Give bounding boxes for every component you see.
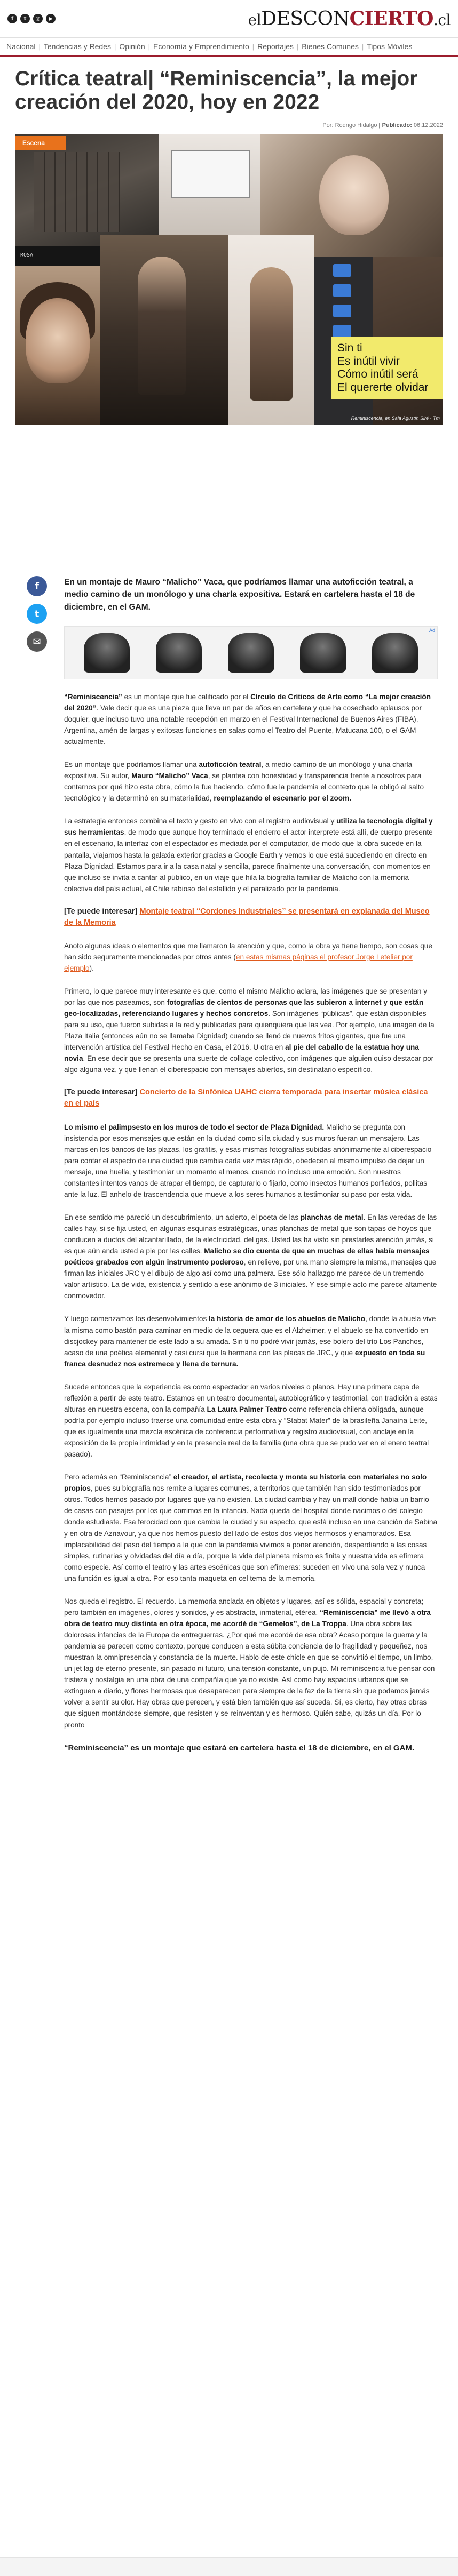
byline-prefix: Por: <box>322 122 334 129</box>
related-article-link[interactable]: Montaje teatral “Cordones Industriales” se presentará en explanada del Museo de la Memoria <box>64 907 430 927</box>
folder-icon <box>333 264 351 277</box>
logo-part-descon: DESCON <box>261 8 350 30</box>
hero-image <box>15 134 443 425</box>
nav-item-economia[interactable]: Economía y Emprendimiento <box>153 42 249 51</box>
ad-product-image[interactable] <box>300 633 346 673</box>
published-prefix: | Publicado: <box>378 122 412 129</box>
social-links <box>7 14 56 23</box>
instagram-icon[interactable]: ◎ <box>33 14 43 23</box>
collage-vintage-portrait <box>15 266 100 425</box>
article-paragraph: Lo mismo el palimpsesto en los muros de todo el sector de Plaza Dignidad. Malicho se pregunta con insistencia por esos mensajes que están en la ciudad como si la ciudad y sus muros fueran un mensajero. Las marcas en los bancos de las plazas, los grafitis, y esas mismas fotografías subidas anónimamente al ciberespacio para contar el aspecto de una ciudad que cambia cada vez más rápido, obedecen al mismo impulso de dejar un mensaje, una huella, y testimoniar un momento al menos, cuando no incluso una emoción. Son nuestros constantes intentos vanos de atrapar el tiempo, de capturarlo o fijarlo, como insectos humanos porfiados, pollitas ante la luz. El anhelo de trascendencia que mueve a los seres humanos a testimoniar su paso por esta vida. <box>64 1123 432 1198</box>
article-paragraph: Sucede entonces que la experiencia es como espectador en varios niveles o planos. Hay una primera capa de reflexión a partir de este teatro. Estamos en un teatro documental, autobiográfico y testimonial, con tradición a estas alturas en nuestra escena, con la compañía La Laura Palmer Teatro como referencia chilena obligada, aunque podría por ejemplo incluso traerse una comunidad entre esta obra y “Stabat Mater” de la brasileña Janaína Leite, que es igualmente una mezcla escénica de conferencia performativa y registro audiovisual, con anclaje en la exposición de la propia intimidad y en la presencia real de la familia (una obra que se pudo ver en el enero teatral pasado). <box>64 1382 438 1459</box>
article-paragraph: Nos queda el registro. El recuerdo. La memoria anclada en objetos y lugares, así es sólida, espacial y concreta; pero también en imágenes, olores y sonidos, y es abstracta, inmaterial, etérea. “Reminiscencia” me llevó a otra obra de teatro muy distinta en otra época, me acordé de “Gemelos”, de La Troppa. Una obra sobre las dolorosas infancias de la Europa de entreguerras. ¿Por qué me acordé de esa obra? Acaso porque la guerra y la pandemia se parecen como contexto, porque conducen a esta súbita conciencia de lo fragilidad y pequeñez, nos muestran la omnipresencia y constancia de la muerte. Hablo de este chicle en que se convirtió el tiempo, un limbo, un jet lag de eterno presente, sin pasado ni futuro, una tensión constante, un pujo. Mi reminiscencia fue pensar con tristeza y nostalgia en una obra de una compañía que ya no existe. Así como hay espacios urbanos que se extinguen a diario, y flores hermosas que desaparecen para siempre de la faz de la tierra sin que podamos jamás volver a sentir su olor. Hay obras que perecen, y está bien también que así suceda. Sí, es cierto, hay otras obras que siguen montándose siempre, que resisten y se reinventan y es hermoso. Quién sabe, quizás un día. Por lo pronto <box>64 1597 435 1729</box>
ad-product-image[interactable] <box>156 633 202 673</box>
ad-product-image[interactable] <box>228 633 274 673</box>
ad-banner[interactable] <box>64 626 438 679</box>
share-twitter-icon[interactable]: t <box>27 604 47 624</box>
sticky-note-text: Sin ti Es inútil vivir Cómo inútil será El quererte olvidar <box>337 341 429 394</box>
collage-couple-photo <box>100 235 228 425</box>
article-body <box>64 576 438 1754</box>
publish-date: 06.12.2022 <box>413 122 443 129</box>
article-paragraph: En ese sentido me pareció un descubrimiento, un acierto, el poeta de las planchas de metal. En las veredas de las calles hay, si se fija usted, en algunas esquinas estratégicas, unas planchas de metal que son tapas de hoyos que conducen a ductos del alcantarillado, de la electricidad, del gas. Usted las ha visto sin prestarles atención jamás, si es que aún anda usted a pie por las calles. Malicho se dio cuenta de que en muchas de ellas había mensajes poéticos grabados con algún instrumento poderoso, en relieve, por una mano siempre la misma, mensajes que firman las iniciales JRC y el dibujo de algo así como una palmera. Ese sólo hallazgo me parece de un tremendo valor artístico. La de vida, existencia y sentido a ese anónimo de 3 iniciales. Y ese simple acto me parece altamente conmovedor. <box>64 1213 437 1300</box>
article-paragraph: Primero, lo que parece muy interesante es que, como el mismo Malicho aclara, las imágenes que se presentan y por las que nos paseamos, son fotografías de cientos de personas que las subieron a internet y que están geo-localizadas, referenciando lugares y hechos concretos. Son imágenes “públicas”, que están disponibles para su uso, que fueron subidas a la red y publicadas para quienquiera que las vea. Por ejemplo, una imagen de la Plaza Italia (entonces aún no se llamaba Dignidad) cuando se llenó de nuevos fritos gigantes, que fue una intervención artística del Festival Hecho en Casa, el 2016. U otra en al pie del caballo de la estatua hoy una novia. En ese decir que se presenta una suerte de collage colectivo, con imágenes que alguien quiso destacar por algo alguna vez, y que llenan el ciberespacio con mensajes abiertos, sin destinatario específico. <box>64 987 435 1074</box>
article-paragraph: Es un montaje que podríamos llamar una autoficción teatral, a medio camino de un monólogo y una charla expositiva. Su autor, Mauro “Malicho” Vaca, se plantea con honestidad y transparencia frente a nosotros para contarnos por qué hizo esta obra, cómo la fue haciendo, cómo fue la pandemia el contexto que la obligó al salto tecnológico y la determinó en su materialidad, reemplazando el escenario por el zoom. <box>64 761 424 803</box>
article-paragraph: La estrategia entonces combina el texto y gesto en vivo con el registro audiovisual y utiliza la tecnología digital y sus herramientas, de modo que aunque hoy terminado el encierro el actor interprete está allí, de cuerpo presente en el escenario, la interfaz con el espectador es mediada por el computador, de modo que la obra sucede en la pantalla, viajamos hasta la galaxia exterior gracias a Google Earth y vemos lo que está sucediendo en directo en Plaza Dignidad. Estamos para ir a la casa natal y sencilla, parece finalmente una conversación, con momentos en que incluso se invita a cantar al público, en un viaje que hila la biografía familiar de Malicho con la memoria colectiva del país actual, el Chile rabioso del estallido y el paralizado por la pandemia. <box>64 817 433 893</box>
author-name[interactable]: Rodrigo Hidalgo <box>335 122 377 129</box>
site-logo[interactable] <box>248 7 451 30</box>
folder-icon <box>333 284 351 297</box>
related-article: [Te puede interesar] Concierto de la Sinfónica UAHC cierra temporada para insertar música clásica en el país <box>64 1088 428 1108</box>
nav-item-reportajes[interactable]: Reportajes <box>257 42 294 51</box>
share-facebook-icon[interactable]: f <box>27 576 47 596</box>
related-article-link[interactable]: Concierto de la Sinfónica UAHC cierra temporada para insertar música clásica en el país <box>64 1088 428 1108</box>
article-title: Crítica teatral| “Reminiscencia”, la mejor creación del 2020, hoy en 2022 <box>15 67 418 114</box>
nav-item-bienes-comunes[interactable]: Bienes Comunes <box>302 42 359 51</box>
sticky-note <box>331 337 443 399</box>
collage-laptop-photo <box>159 134 260 235</box>
logo-part-cierto: CIERTO <box>349 7 433 30</box>
nav-item-tendencias[interactable]: Tendencias y Redes <box>43 42 111 51</box>
ad-product-image[interactable] <box>84 633 130 673</box>
main-nav: Nacional | Tendencias y Redes | Opinión | Economía y Emprendimiento | Reportajes | Bienes Comunes | Tipos Móviles <box>0 37 458 57</box>
article-paragraph: “Reminiscencia” es un montaje que fue calificado por el Círculo de Críticos de Arte como “La mejor creación del 2020”. Vale decir que es una pieza que lleva un par de años en cartelera y que ha cosechado aplausos por doquier, que incluso tuvo una notable recepción en marzo en el Festival Internacional de Buenos Aires (FIBA), Argentina, amén de largas y exitosas funciones en salas como el Teatro del Puente, Matucana 100, o el GAM actualmente. <box>64 692 431 746</box>
article-lead: En un montaje de Mauro “Malicho” Vaca, que podríamos llamar una autoficción teatral, a medio camino de un monólogo y una charla expositiva. Estará en cartelera hasta el 18 de diciembre, en el GAM. <box>64 578 415 612</box>
ad-choices-icon[interactable]: Ad <box>429 627 435 633</box>
youtube-icon[interactable]: ▶ <box>46 14 56 23</box>
logo-part-cl: .cl <box>433 11 451 29</box>
article-byline <box>0 122 458 134</box>
inline-link[interactable]: en estas mismas páginas el profesor Jorge Letelier por ejemplo <box>64 953 413 972</box>
article-paragraph: Anoto algunas ideas o elementos que me llamaron la atención y que, como la obra ya tiene tiempo, son cosas que han sido seguramente mencionadas por otros antes (en estas mismas páginas el profesor Jorge Letelier por ejemplo). <box>64 941 432 972</box>
folder-icon <box>333 325 351 338</box>
ad-product-image[interactable] <box>372 633 418 673</box>
related-article: [Te puede interesar] Montaje teatral “Cordones Industriales” se presentará en explanada del Museo de la Memoria <box>64 907 430 927</box>
nav-item-opinion[interactable]: Opinión <box>119 42 145 51</box>
section-tag[interactable]: Escena <box>15 136 66 150</box>
twitter-icon[interactable]: t <box>20 14 30 23</box>
article-paragraph: Y luego comenzamos los desenvolvimientos la historia de amor de los abuelos de Malicho, donde la abuela vive la misma como bastón para caminar en medio de la ceguera que es el Alzheimer, y el abuelo se ha convertido en discjockey para mantener de este lado a su amada. Sin ti no podré vivir jamás, ese bolero del trío Los Panchos, acaso de una poética elemental y casi cursi que la hermana con las placas de JRC, y que expuesto en toda su franca desnudez nos estremece y llena de ternura. <box>64 1315 436 1368</box>
collage-woman-photo <box>228 235 314 425</box>
share-bar <box>27 576 48 659</box>
nav-item-nacional[interactable]: Nacional <box>6 42 36 51</box>
article-closing-note: “Reminiscencia” es un montaje que estará en cartelera hasta el 18 de diciembre, en el GAM. <box>64 1743 415 1753</box>
folder-icon <box>333 305 351 317</box>
share-email-icon[interactable]: ✉ <box>27 631 47 652</box>
site-header <box>0 0 458 37</box>
article-paragraph: Pero además en “Reminiscencia” el creador, el artista, recolecta y monta su historia con materiales no solo propios, pues su biografía nos remite a lugares comunes, a territorios que también han sido testimoniados por otros. Todos hemos pasado por lugares que ya no existen. La ciudad cambia y hay un mall donde había un barrio de casas con pasajes por los que corrimos en la infancia. Nada queda del hospital donde nacimos o del colegio donde estudiaste. Esa ferocidad con que cambia la ciudad y su aspecto, que está incluso en una canción de Sabina y en otra de Aznavour, ya que nos hemos puesto del lado de estos dos viejos hermosos y enamorados. Esa implacabilidad del paso del tiempo a la que con la pandemia vivimos a poner atención, desperdiando a las cosas simples, rutinarias y olvidadas del día a día, porque la vida del planeta mismo es finita y nuestra vida es efímera como especie. Así como el teatro y las artes escénicas que son efímeras: suceden en vivo una sola vez y nunca una función es igual a otra. Por eso tanta maqueta en cel tema de la memoria. <box>64 1473 438 1582</box>
image-credit: Reminiscencia, en Sala Agustín Siré · Tm <box>351 415 440 421</box>
facebook-icon[interactable]: f <box>7 14 17 23</box>
page-footer-strip <box>0 2557 458 2576</box>
logo-part-el: el <box>248 11 262 29</box>
collage-window-label: ROSA <box>15 246 159 266</box>
nav-item-tipos-moviles[interactable]: Tipos Móviles <box>367 42 413 51</box>
